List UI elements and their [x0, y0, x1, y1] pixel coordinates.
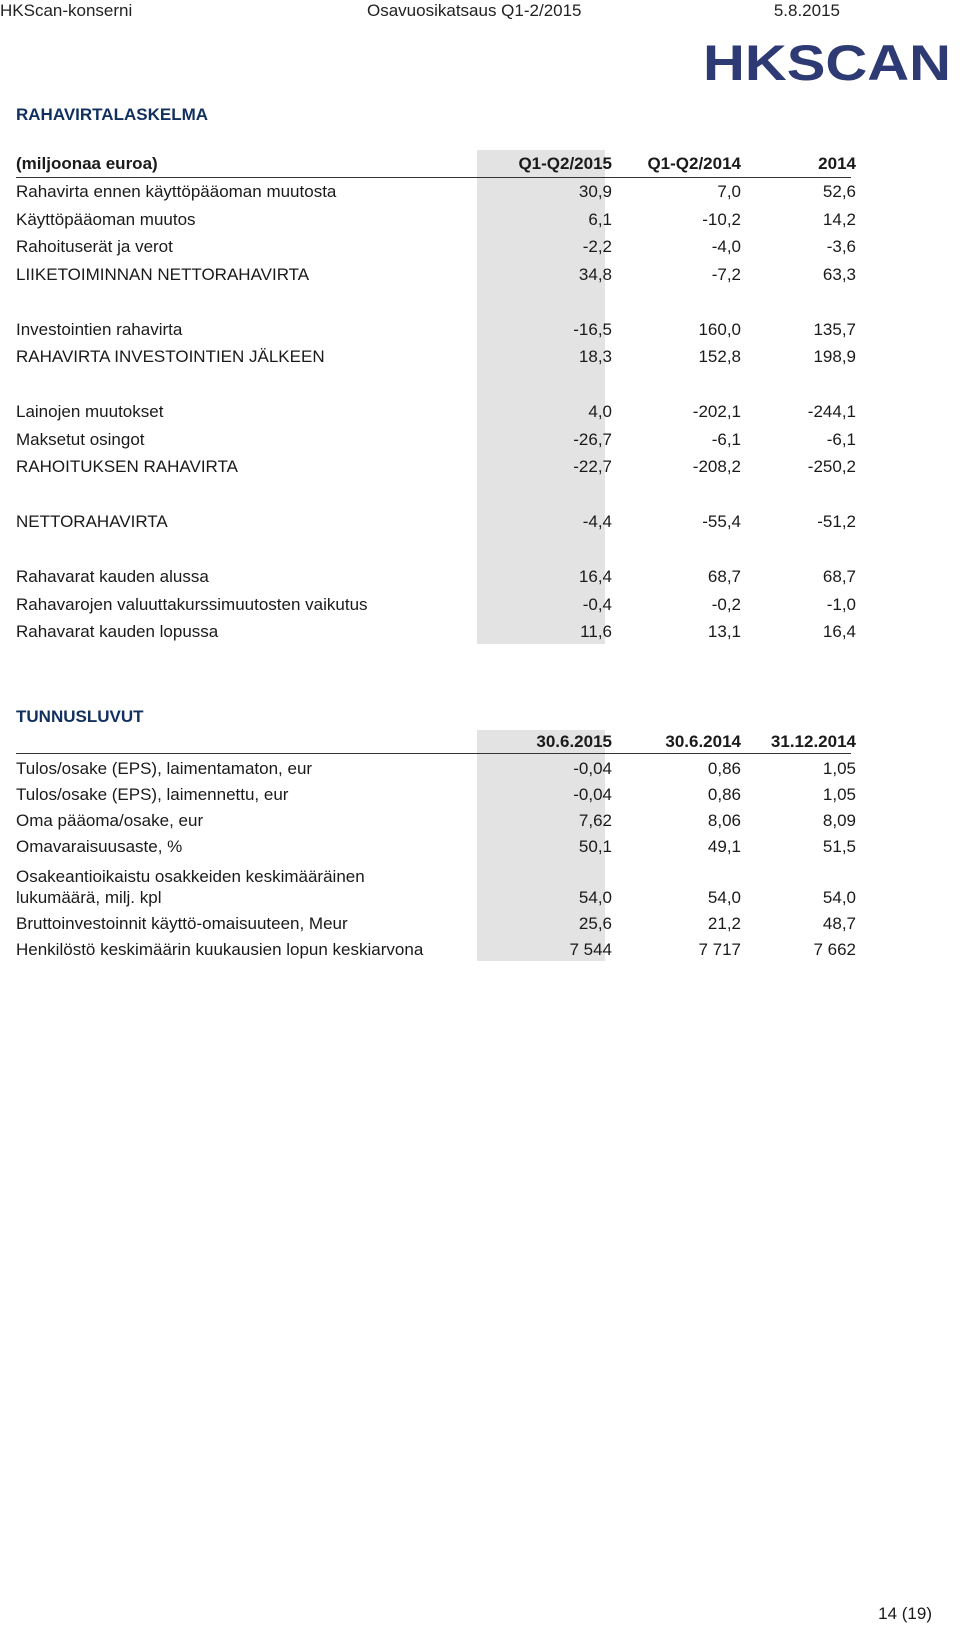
cell-value: -1,0 [826, 595, 856, 614]
table-row [16, 914, 856, 938]
cell-value: 4,0 [588, 402, 612, 421]
row-label: Maksetut osingot [16, 430, 145, 449]
page-header [0, 0, 960, 24]
table-row [16, 567, 856, 591]
cell-value: 51,5 [822, 837, 856, 856]
row-label: RAHOITUKSEN RAHAVIRTA [16, 457, 238, 476]
row-label: Lainojen muutokset [16, 402, 164, 421]
column-header: 31.12.2014 [770, 732, 856, 751]
table-row [16, 888, 856, 912]
cell-value: 63,3 [822, 265, 856, 284]
cell-value: -7,2 [711, 265, 741, 284]
row-label: Omavaraisuusaste, % [16, 837, 183, 856]
cell-value: 1,05 [822, 785, 856, 804]
cell-value: 7 544 [569, 940, 612, 959]
cell-value: 49,1 [707, 837, 741, 856]
column-header: 30.6.2015 [536, 732, 612, 751]
cell-value: -22,7 [573, 457, 612, 476]
table-row [16, 182, 856, 206]
table-row [16, 811, 856, 835]
row-label: NETTORAHAVIRTA [16, 512, 168, 531]
cell-value: 54,0 [578, 888, 612, 907]
cell-value: -16,5 [573, 320, 612, 339]
cell-value: 6,1 [588, 210, 612, 229]
cell-value: 7,62 [578, 811, 612, 830]
cell-value: 16,4 [578, 567, 612, 586]
logo-text: HKSCAN [703, 36, 951, 86]
cell-value: 50,1 [578, 837, 612, 856]
cell-value: -10,2 [702, 210, 741, 229]
header-rule [16, 753, 851, 754]
row-label: Investointien rahavirta [16, 320, 183, 339]
row-label: Rahavarat kauden lopussa [16, 622, 219, 641]
cell-value: 198,9 [813, 347, 856, 366]
header-company: HKScan-konserni [0, 1, 133, 20]
cell-value: 68,7 [822, 567, 856, 586]
cell-value: 152,8 [698, 347, 741, 366]
cell-value: -0,04 [573, 759, 612, 778]
cell-value: -244,1 [807, 402, 856, 421]
cell-value: 11,6 [580, 622, 612, 641]
cell-value: -250,2 [807, 457, 856, 476]
cell-value: 68,7 [707, 567, 741, 586]
cell-value: 34,8 [578, 265, 612, 284]
keyfigures-title: TUNNUSLUVUT [16, 707, 144, 726]
cell-value: 7,0 [717, 182, 741, 201]
cell-value: -55,4 [702, 512, 741, 531]
cell-value: 52,6 [822, 182, 856, 201]
table-row [16, 759, 856, 783]
row-label: Tulos/osake (EPS), laimennettu, eur [16, 785, 289, 804]
header-rule [16, 177, 851, 178]
row-label: Rahavarat kauden alussa [16, 567, 209, 586]
unit-label: (miljoonaa euroa) [16, 154, 158, 173]
row-label: Käyttöpääoman muutos [16, 210, 196, 229]
row-label: Rahoituserät ja verot [16, 237, 173, 256]
table-row [16, 237, 856, 261]
cell-value: -0,04 [573, 785, 612, 804]
row-label: LIIKETOIMINNAN NETTORAHAVIRTA [16, 265, 310, 284]
header-date: 5.8.2015 [773, 1, 840, 20]
table-row [16, 457, 856, 481]
table-row [16, 837, 856, 861]
cell-value: -26,7 [573, 430, 612, 449]
cashflow-title: RAHAVIRTALASKELMA [16, 105, 209, 124]
table-row [16, 622, 856, 646]
table-row [16, 347, 856, 371]
cell-value: 54,0 [707, 888, 741, 907]
table-row [16, 210, 856, 234]
cell-value: -4,4 [582, 512, 612, 531]
page-number: 14 (19) [878, 1604, 932, 1623]
row-label: Tulos/osake (EPS), laimentamaton, eur [16, 759, 313, 778]
column-header: Q1-Q2/2015 [518, 154, 612, 173]
table-row [16, 430, 856, 454]
hkscan-logo [703, 36, 955, 86]
cell-value: 25,6 [578, 914, 612, 933]
column-header: 30.6.2014 [665, 732, 741, 751]
cell-value: -4,0 [711, 237, 741, 256]
cell-value: 1,05 [822, 759, 856, 778]
row-label: Osakeantioikaistu osakkeiden keskimääräinen [16, 867, 365, 886]
cell-value: 7 662 [813, 940, 856, 959]
cell-value: 18,3 [578, 347, 612, 366]
row-label: RAHAVIRTA INVESTOINTIEN JÄLKEEN [16, 347, 325, 366]
cell-value: 8,09 [822, 811, 856, 830]
row-label: Rahavarojen valuuttakurssimuutosten vaikutus [16, 595, 368, 614]
row-label-continued: lukumäärä, milj. kpl [16, 888, 162, 907]
cell-value: 30,9 [578, 182, 612, 201]
table-row [16, 320, 856, 344]
cell-value: 135,7 [813, 320, 856, 339]
cell-value: 14,2 [822, 210, 856, 229]
cell-value: 8,06 [707, 811, 741, 830]
cell-value: 160,0 [698, 320, 741, 339]
cell-value: -51,2 [817, 512, 856, 531]
cell-value: -3,6 [826, 237, 856, 256]
table-row [16, 402, 856, 426]
cell-value: 0,86 [707, 785, 741, 804]
cell-value: 13,1 [707, 622, 741, 641]
cell-value: 7 717 [698, 940, 741, 959]
cell-value: -2,2 [582, 237, 612, 256]
table-row [16, 785, 856, 809]
row-label: Rahavirta ennen käyttöpääoman muutosta [16, 182, 337, 201]
cell-value: 0,86 [707, 759, 741, 778]
column-header: 2014 [818, 154, 856, 173]
cell-value: 48,7 [822, 914, 856, 933]
cell-value: -0,4 [582, 595, 612, 614]
cell-value: -202,1 [692, 402, 741, 421]
cell-value: -6,1 [826, 430, 856, 449]
table-header-row [16, 154, 856, 178]
row-label: Oma pääoma/osake, eur [16, 811, 204, 830]
table-row [16, 595, 856, 619]
cell-value: 21,2 [707, 914, 741, 933]
cell-value: -208,2 [692, 457, 741, 476]
header-report: Osavuosikatsaus Q1-2/2015 [367, 1, 582, 20]
cell-value: -6,1 [711, 430, 741, 449]
table-row [16, 512, 856, 536]
table-row [16, 265, 856, 289]
row-label: Bruttoinvestoinnit käyttö-omaisuuteen, Meur [16, 914, 348, 933]
table-row [16, 940, 856, 964]
cell-value: 16,4 [822, 622, 856, 641]
cell-value: -0,2 [711, 595, 741, 614]
cell-value: 54,0 [822, 888, 856, 907]
column-header: Q1-Q2/2014 [647, 154, 741, 173]
row-label: Henkilöstö keskimäärin kuukausien lopun keskiarvona [16, 940, 424, 959]
